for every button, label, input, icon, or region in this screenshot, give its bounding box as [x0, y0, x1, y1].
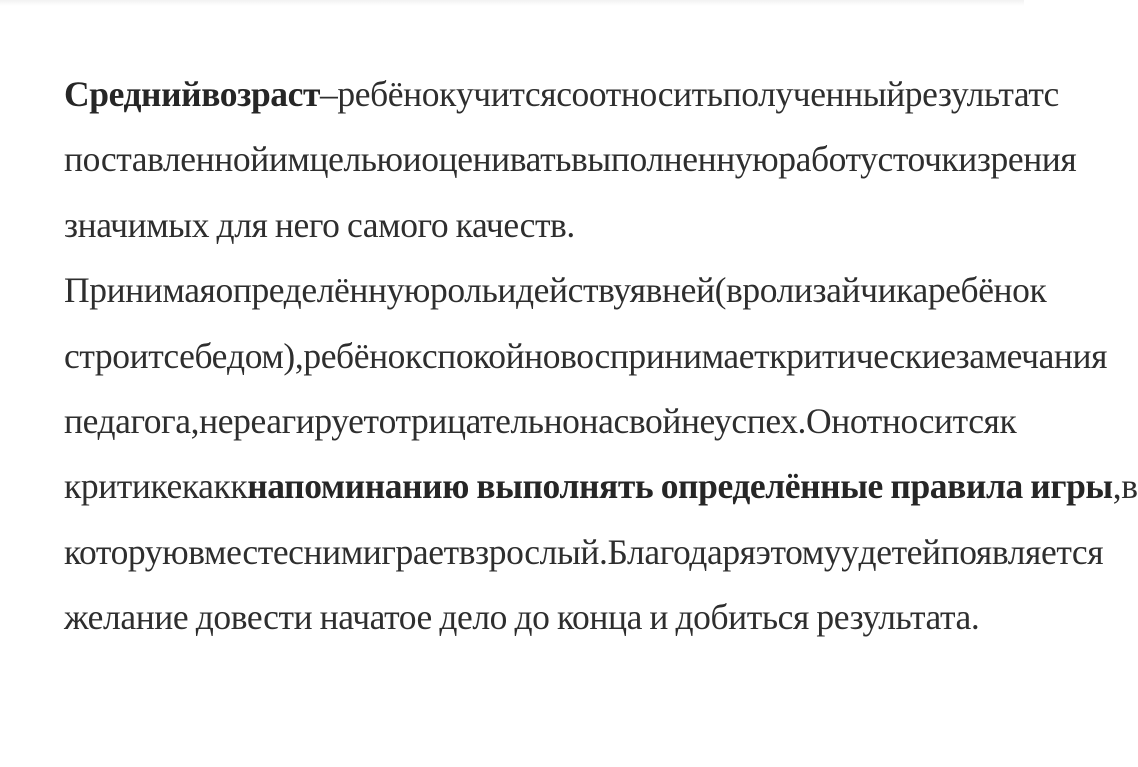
- word-text: в: [1121, 466, 1138, 507]
- word-text: педагога,: [64, 401, 200, 442]
- word-punct: ,: [1112, 466, 1122, 507]
- word-text: ребёнок: [337, 74, 456, 114]
- word: [379, 389, 580, 454]
- text-line: желание довести начатое дело до конца и добиться результата.: [64, 597, 980, 638]
- word: [64, 127, 269, 192]
- word-text: роли: [742, 270, 813, 311]
- word-text: оценивать: [421, 139, 572, 180]
- word: [878, 127, 893, 192]
- text-block: [64, 62, 1138, 651]
- word-text: Благодаря: [607, 531, 756, 572]
- word: [723, 62, 905, 127]
- word-text: к: [230, 466, 248, 507]
- text-line: [64, 324, 1108, 389]
- word-text: ней: [662, 270, 715, 311]
- word: [64, 258, 216, 323]
- word: [288, 520, 303, 585]
- word-text: дом),: [227, 335, 304, 376]
- word-text: ребёнок: [927, 270, 1047, 311]
- word-text: взрослый.: [458, 531, 608, 572]
- word-text: относится: [849, 401, 1000, 442]
- bold-word: [64, 62, 201, 127]
- word: [850, 389, 1000, 454]
- word-text: не: [199, 401, 234, 442]
- word: [199, 389, 233, 454]
- word: [64, 520, 188, 585]
- word: [182, 454, 231, 519]
- word-text: играет: [362, 531, 459, 572]
- word: [813, 258, 928, 323]
- bold-word: [201, 62, 320, 127]
- word: [64, 389, 199, 454]
- word-text: зрения: [976, 139, 1077, 180]
- word: [580, 389, 614, 454]
- word: [430, 258, 497, 323]
- word: [614, 389, 681, 454]
- word: [560, 324, 769, 389]
- word-text: в: [645, 270, 663, 311]
- word-text: с: [288, 531, 304, 572]
- word-text: (в: [714, 270, 743, 311]
- word-text: с: [877, 139, 893, 180]
- word: [556, 62, 722, 127]
- word: [778, 127, 877, 192]
- word-text: на: [579, 401, 614, 442]
- word-text: ребёнок: [303, 335, 422, 376]
- word-text: спокойно: [421, 335, 561, 376]
- word: [459, 520, 608, 585]
- word-text: как: [181, 466, 231, 507]
- word: [859, 520, 941, 585]
- word-text: учится: [455, 74, 557, 114]
- word-text: этому: [755, 531, 842, 572]
- word-text: отрицательно: [378, 401, 580, 442]
- text-line: [64, 258, 1047, 323]
- word-text: Он: [806, 401, 850, 442]
- word: [662, 258, 715, 323]
- word: [769, 324, 955, 389]
- word: [64, 454, 182, 519]
- word-text: роль: [430, 270, 498, 311]
- word: [337, 62, 456, 127]
- word: [363, 520, 459, 585]
- word-text: у: [841, 531, 859, 572]
- word: [403, 127, 422, 192]
- word-text: точки: [892, 139, 977, 180]
- word: [608, 520, 756, 585]
- text-line: значимых для него самого качеств.: [64, 204, 575, 245]
- text-line: [64, 62, 1059, 127]
- word: [320, 62, 337, 127]
- word: [216, 258, 431, 323]
- word: [681, 389, 806, 454]
- word: [497, 258, 516, 323]
- bold-text: возраст: [201, 74, 321, 114]
- word-text: ним: [303, 531, 363, 572]
- text-line: [64, 389, 1017, 454]
- word-text: выполненную: [571, 139, 779, 180]
- word: [1000, 389, 1017, 454]
- text-line: [64, 127, 1077, 192]
- word: [269, 127, 310, 192]
- word-text: реагирует: [233, 401, 379, 442]
- word: [188, 520, 288, 585]
- word: [806, 389, 850, 454]
- word: [905, 62, 1044, 127]
- word: [715, 258, 743, 323]
- word: [956, 324, 1107, 389]
- word: [756, 520, 842, 585]
- word: [163, 324, 227, 389]
- word: [571, 127, 778, 192]
- word-text: и: [402, 139, 422, 180]
- word: [230, 454, 247, 519]
- bold-text: напоминанию выполнять определённые правила игры: [247, 466, 1113, 507]
- bold-text: Средний: [64, 74, 202, 114]
- word-text: действуя: [516, 270, 646, 311]
- word-text: замечания: [955, 335, 1108, 376]
- text-line: [64, 454, 1138, 519]
- word: [893, 127, 977, 192]
- word: [742, 258, 812, 323]
- word: [422, 324, 560, 389]
- word: [646, 258, 662, 323]
- word-text: критике: [64, 466, 182, 507]
- word-text: к: [999, 401, 1017, 442]
- word-text: поставленной: [64, 139, 269, 180]
- word-text: детей: [858, 531, 941, 572]
- word: [841, 520, 858, 585]
- word-text: неуспех.: [680, 401, 807, 442]
- word-text: результат: [904, 74, 1044, 114]
- word: [227, 324, 303, 389]
- word: [456, 62, 556, 127]
- bold-word: [247, 454, 1121, 519]
- word: [304, 520, 363, 585]
- word: [977, 127, 1076, 192]
- word-text: зайчика: [812, 270, 928, 311]
- word: [303, 324, 422, 389]
- word-text: строит: [64, 335, 164, 376]
- word-text: Принимая: [64, 270, 216, 311]
- word-text: работу: [778, 139, 878, 180]
- word-text: свой: [613, 401, 681, 442]
- word-text: с: [1043, 74, 1059, 114]
- word-text: и: [497, 270, 516, 311]
- word-text: себе: [163, 335, 228, 376]
- word: [941, 520, 1104, 585]
- word-text: появляется: [940, 531, 1104, 572]
- word: [421, 127, 571, 192]
- text-line: [64, 520, 1104, 585]
- word-text: которую: [64, 531, 189, 572]
- word: [928, 258, 1047, 323]
- word-text: им: [268, 139, 310, 180]
- word-text: определённую: [215, 270, 431, 311]
- word-text: критические: [769, 335, 956, 376]
- word-text: полученный: [722, 74, 905, 114]
- word-text: воспринимает: [560, 335, 770, 376]
- word-text: вместе: [188, 531, 289, 572]
- word-text: –: [320, 74, 338, 114]
- word-text: целью: [309, 139, 403, 180]
- word: [1043, 62, 1058, 127]
- word: [1121, 454, 1137, 519]
- word: [516, 258, 646, 323]
- word: [233, 389, 379, 454]
- word: [64, 324, 163, 389]
- word-text: соотносить: [556, 74, 723, 114]
- word: [309, 127, 402, 192]
